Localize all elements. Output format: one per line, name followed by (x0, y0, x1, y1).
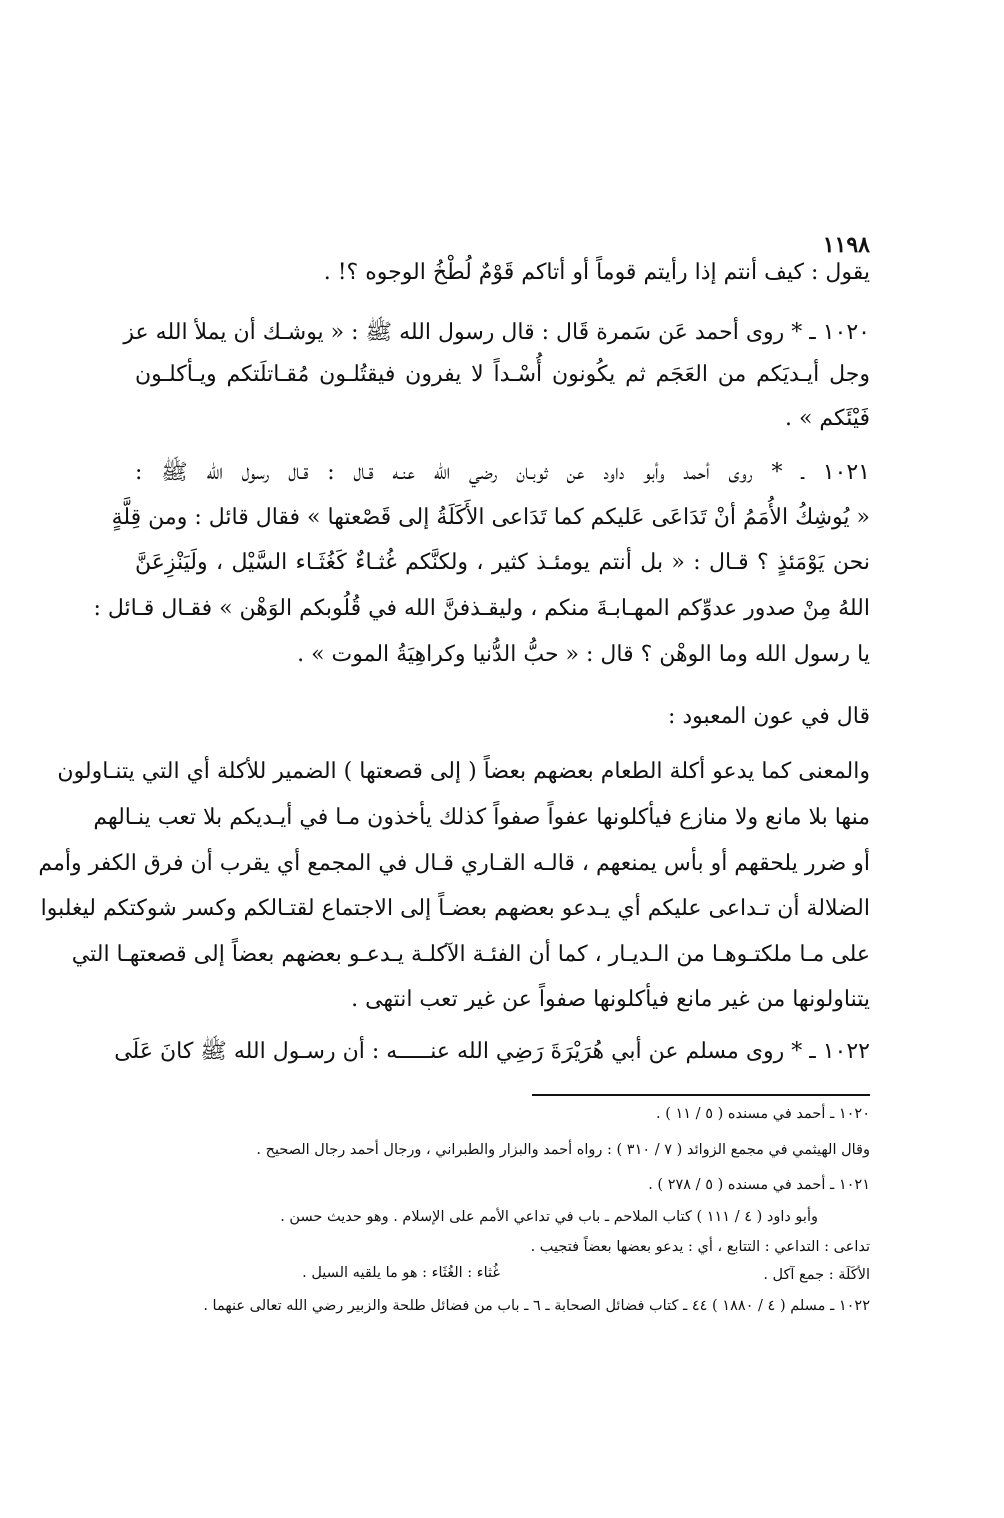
text-line-9: يا رسول الله وما الوهْن ؟ قال : « حبُّ الدُّنيا وكراهِيَةُ الموت » . (297, 642, 870, 667)
section-heading: قال في عون المعبود : (667, 704, 870, 729)
text-line-13: أو ضرر يلحقهم أو بأس يمنعهم ، قالـه القـاري قـال في المجمع أي يقرب أن فرق الكفر وأمم (38, 851, 870, 876)
footnote-1020-note: وقال الهيثمي في مجمع الزوائد ( ٧ / ٣١٠ ) : رواه أحمد والبزار والطبراني ، ورجال أحمد رجال الصحيح . (256, 1142, 870, 1158)
text-line-4: فَيْئَكم » . (784, 406, 870, 431)
page-number: ١١٩٨ (822, 232, 870, 258)
footnote-akala: الأكَلَة : جمع آكل . (763, 1267, 870, 1283)
text-line-14: الضلالة أن تـداعى عليكم أي يـدعو بعضهم بعضـاً إلى الاجتماع لقتـالكم وكسر شوكتكم ليغلبوا (40, 896, 870, 921)
text-line-1: يقول : كيف أنتم إذا رأيتم قوماً أو أتاكم قَوْمٌ لُطْخُ الوجوه ؟! . (323, 260, 870, 285)
text-line-17: ١٠٢٢ ـ * روى مسلم عن أبي هُرَيْرَةَ رَضِي الله عنـــــه : أن رسـول الله ﷺ كانَ عَلَى (114, 1039, 870, 1064)
text-line-7: نحن يَوْمَئذٍ ؟ قـال : « بل أنتم يومئـذ كثير ، ولكنَّكم غُثـاءٌ كَغُثَـاء السَّيْل ، ولَيَنْزِعَنَّ (135, 550, 870, 575)
text-line-15: على مـا ملكتـوهـا من الـديـار ، كما أن الفئـة الآكلـة يـدعـو بعضهم بعضاً إلى قصعتهـا التي (71, 942, 870, 967)
footnote-tadaa: تداعى : التداعي : التتابع ، أي : يدعو بعضها بعضاً فتجيب . (530, 1239, 870, 1255)
text-line-11: والمعنى كما يدعو أكلة الطعام بعضهم بعضاً ( إلى قصعتها ) الضمير للأكلة أي التي يتنـاولون (57, 759, 870, 784)
footnote-divider (532, 1094, 870, 1096)
footnote-1020: ١٠٢٠ ـ أحمد في مسنده ( ٥ / ١١ ) . (656, 1106, 870, 1122)
footnote-ghutha: غُثاء : الغُثَاء : هو ما يلقيه السيل . (302, 1265, 500, 1281)
text-line-16: يتناولونها من غير مانع فيأكلونها صفواً عن غير تعب انتهى . (351, 987, 870, 1012)
footnote-1021-abu-dawud: وأبو داود ( ٤ / ١١١ ) كتاب الملاحم ـ باب في تداعي الأمم على الإسلام . وهو حديث حسن . (280, 1209, 818, 1225)
footnote-1022: ١٠٢٢ ـ مسلم ( ٤ / ١٨٨٠ ) ٤٤ ـ كتاب فضائل الصحابة ـ ٦ ـ باب من فضائل طلحة والزبير رضي الله تعالى عنهما . (203, 1298, 870, 1314)
text-line-12: منها بلا مانع ولا منازع فيأكلونها عفواً صفواً كذلك يأخذون مـا في أيـديكم بلا تعب ينـالهم (93, 805, 870, 830)
text-line-2: ١٠٢٠ ـ * روى أحمد عَن سَمرة قَال : قال رسول الله ﷺ : « يوشـك أن يملأ الله عز (123, 320, 870, 345)
book-page (38, 0, 870, 1518)
text-line-8: اللهُ مِنْ صدور عدوِّكم المهـابـةَ منكم ، وليقـذفنَّ الله في قُلُوبكم الوَهْن » فقـال قـائل : (93, 596, 870, 621)
text-line-3: وجل أيـديَكم من العَجَم ثم يكُونون أُسْـداً لا يفرون فيقتُلـون مُقـاتلَتكم ويـأكلـون (135, 362, 870, 387)
text-line-5: ١٠٢١ ـ * روى أحمد وأبو داود عن ثوبـان رضي الله عنـه قـال : قـال رسول الله ﷺ : (135, 460, 870, 485)
footnote-1021: ١٠٢١ ـ أحمد في مسنده ( ٥ / ٢٧٨ ) . (648, 1177, 870, 1193)
text-line-6: « يُوشِكُ الأُمَمُ أنْ تَدَاعَى عَليكم كما تَدَاعى الأَكَلَةُ إلى قَصْعتها » فقال قائل : ومن قِلَّةٍ (111, 505, 870, 530)
